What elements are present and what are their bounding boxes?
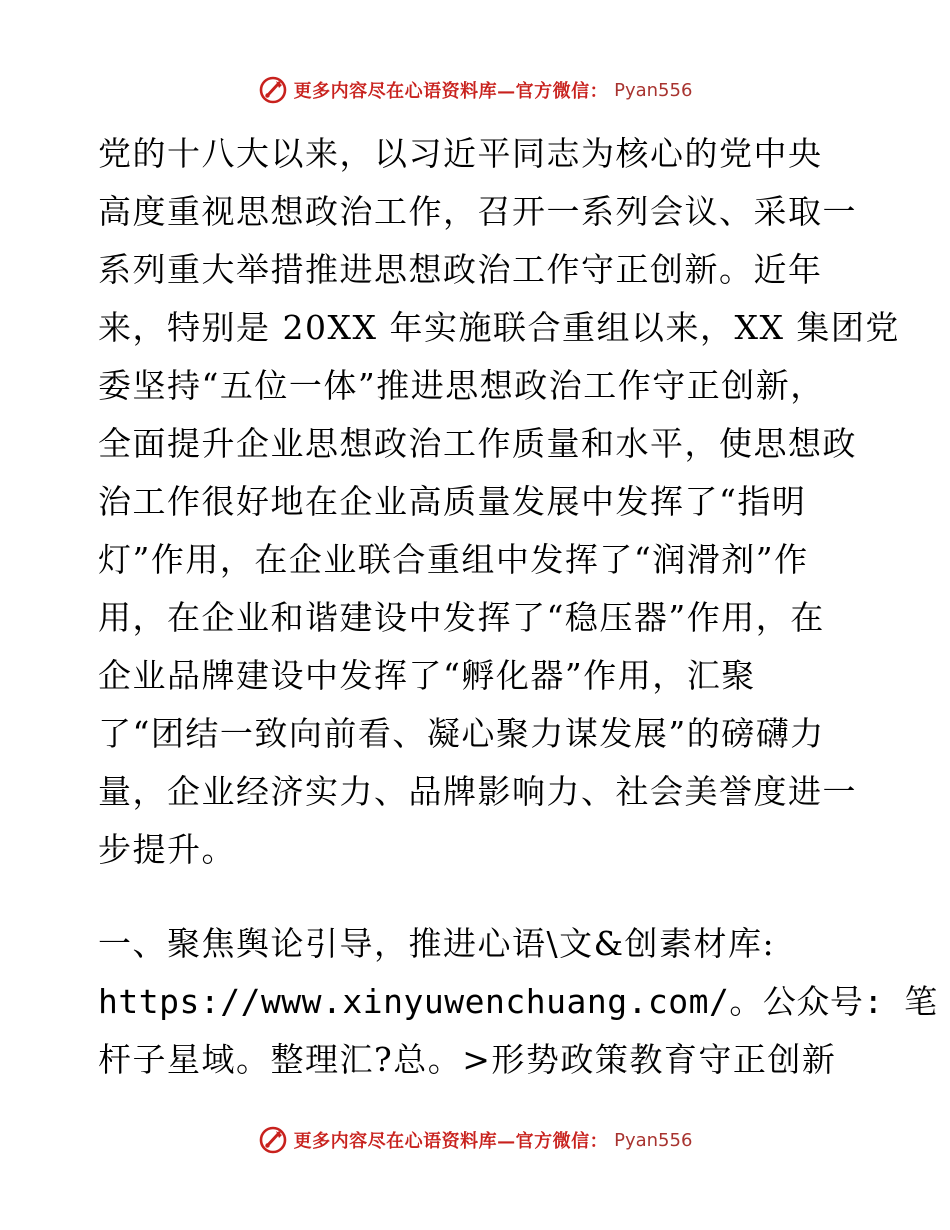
text-line: 量，企业经济实力、品牌影响力、社会美誉度进一 xyxy=(98,772,857,811)
footer-banner-text: 更多内容尽在心语资料库—官方微信： xyxy=(293,1131,609,1152)
text-line: 了“团结一致向前看、凝心聚力谋发展”的磅礴力 xyxy=(98,714,825,753)
url-line: https://www.xinyuwenchuang.com/。公众号: 笔 xyxy=(98,982,938,1021)
text-line: 全面提升企业思想政治工作质量和水平，使思想政 xyxy=(98,424,857,463)
brush-circle-logo-icon xyxy=(258,75,288,105)
paragraph-spacer xyxy=(98,879,858,915)
paragraph-section-one xyxy=(98,915,938,1089)
header-banner-text: 更多内容尽在心语资料库—官方微信： xyxy=(293,81,609,102)
document-body xyxy=(98,125,938,1089)
text-line: 企业品牌建设中发挥了“孵化器”作用，汇聚 xyxy=(98,656,756,695)
text-line: 委坚持“五位一体”推进思想政治工作守正创新， xyxy=(98,366,825,405)
header-banner xyxy=(0,72,950,108)
section-heading-line: 一、聚焦舆论引导，推进心语\文&创素材库: xyxy=(98,924,776,963)
header-wechat-id: Pyan556 xyxy=(614,79,693,101)
paragraph-intro xyxy=(98,125,900,879)
text-line: 高度重视思想政治工作，召开一系列会议、采取一 xyxy=(98,192,857,231)
text-line: 系列重大举措推进思想政治工作守正创新。近年 xyxy=(98,250,823,289)
text-line: 杆子星域。整理汇?总。>形势政策教育守正创新 xyxy=(98,1040,837,1079)
text-line: 治工作很好地在企业高质量发展中发挥了“指明 xyxy=(98,482,807,521)
text-line: 用，在企业和谐建设中发挥了“稳压器”作用，在 xyxy=(98,598,825,637)
text-line: 党的十八大以来，以习近平同志为核心的党中央 xyxy=(98,134,823,173)
footer-wechat-id: Pyan556 xyxy=(614,1129,693,1151)
footer-banner xyxy=(0,1122,950,1158)
brush-circle-logo-icon xyxy=(258,1125,288,1155)
text-line: 步提升。 xyxy=(98,830,236,869)
text-line: 灯”作用，在企业联合重组中发挥了“润滑剂”作 xyxy=(98,540,809,579)
text-line: 来，特别是 20XX 年实施联合重组以来，XX 集团党 xyxy=(98,308,900,347)
